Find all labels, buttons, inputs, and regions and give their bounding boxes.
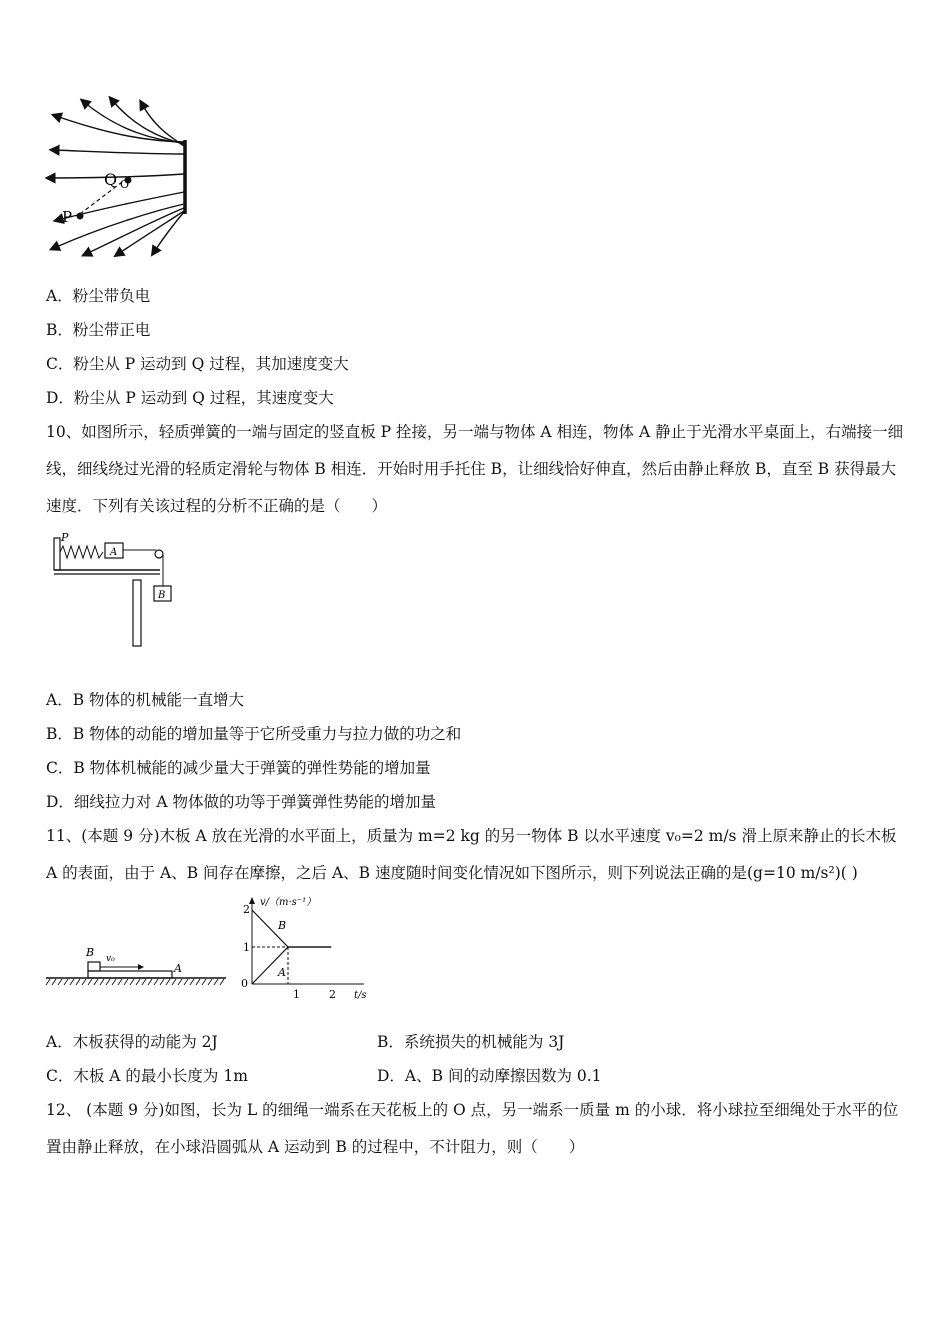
- y-tick-label-1: 1: [243, 941, 250, 954]
- spring-pulley-figure: [50, 530, 180, 648]
- field-line: [154, 212, 184, 252]
- q12-stem: 12、 (本题 9 分)如图，长为 L 的细绳一端系在天花板上的 O 点，另一端系一质量 m 的小球．将小球拉至细绳处于水平的位置由静止释放，在小球沿圆弧从 A 运动到 B 的过程中，不计阻力，则（ ）: [46, 1101, 899, 1156]
- field-line: [54, 150, 184, 154]
- q11-stem: 11、(本题 9 分)木板 A 放在光滑的水平面上，质量为 m=2 kg 的另一物体 B 以水平速度 v₀=2 m/s 滑上原来静止的长木板 A 的表面，由于 A、B 间存在摩擦，之后 A、B 速度随时间变化情况如下图所示，则下列说法正确的是(g=10 m/s²)( ): [46, 827, 897, 882]
- x-axis-label: t/s: [354, 990, 367, 1001]
- q10-stem: 10、如图所示，轻质弹簧的一端与固定的竖直板 P 拴接，另一端与物体 A 相连，物体 A 静止于光滑水平桌面上，右端接一细线，细线绕过光滑的轻质定滑轮与物体 B 相连．开始时用手托住 B，让细线恰好伸直，然后由静止释放 B，直至 B 获得最大速度．下列有关该过程的分析不正确的是（ ）: [46, 423, 904, 515]
- q10-option-a: A．B 物体的机械能一直增大: [46, 691, 245, 709]
- velocity-arrowhead: [138, 964, 144, 970]
- block-b: [88, 962, 100, 971]
- q11-option-b: B．系统损失的机械能为 3J: [377, 1033, 565, 1051]
- series-line-a: [252, 947, 331, 984]
- velocity-time-chart: [236, 894, 376, 1006]
- spring: [60, 546, 103, 558]
- point-p: [77, 213, 84, 220]
- q10-option-b: B．B 物体的动能的增加量等于它所受重力与拉力做的功之和: [46, 725, 462, 743]
- q11-option-d: D．A、B 间的动摩擦因数为 0.1: [377, 1067, 602, 1085]
- label-a: A: [110, 547, 118, 558]
- table-leg: [133, 580, 141, 646]
- q10-option-c: C．B 物体机械能的减少量大于弹簧的弹性势能的增加量: [46, 759, 431, 777]
- label-a: A: [174, 962, 182, 975]
- q9-option-a: A．粉尘带负电: [46, 287, 151, 305]
- q11-option-a: A．木板获得的动能为 2J: [46, 1033, 218, 1051]
- label-v0: v₀: [106, 954, 115, 964]
- q9-option-c: C．粉尘从 P 运动到 Q 过程，其加速度变大: [46, 355, 349, 373]
- series-label-b: B: [278, 919, 287, 932]
- electric-field-figure: [44, 96, 194, 258]
- label-b: B: [86, 946, 95, 959]
- board-block-figure: [44, 938, 230, 988]
- x-tick-label-1: 1: [293, 988, 300, 1001]
- vt-chart-svg: [236, 894, 376, 1006]
- series-label-a: A: [278, 966, 286, 979]
- spring-pulley-diagram: [50, 530, 180, 648]
- x-tick-label-2: 2: [329, 988, 336, 1001]
- label-p: P: [62, 208, 73, 226]
- y-tick-label-2: 2: [243, 903, 250, 916]
- board-block-diagram: [44, 938, 230, 988]
- field-line: [118, 211, 184, 254]
- label-p: P: [61, 531, 69, 544]
- q10-option-d: D．细线拉力对 A 物体做的功等于弹簧弹性势能的增加量: [46, 793, 436, 811]
- q9-option-b: B．粉尘带正电: [46, 321, 151, 339]
- fixed-plate-p: [54, 538, 60, 570]
- series-line-b: [252, 910, 331, 947]
- ground-hatch: [46, 979, 224, 985]
- origin-label: 0: [241, 977, 248, 990]
- y-axis-label: v/（m·s⁻¹）: [260, 897, 317, 908]
- q9-option-d: D．粉尘从 P 运动到 Q 过程，其速度变大: [46, 389, 334, 407]
- label-q: Q: [104, 170, 118, 189]
- label-o: O: [120, 178, 130, 191]
- field-line: [54, 204, 184, 248]
- q11-option-c: C．木板 A 的最小长度为 1m: [46, 1067, 248, 1085]
- board-a: [88, 971, 172, 978]
- field-line: [112, 100, 184, 144]
- field-lines-diagram: [44, 96, 194, 258]
- label-b: B: [158, 590, 166, 601]
- pulley: [155, 550, 163, 558]
